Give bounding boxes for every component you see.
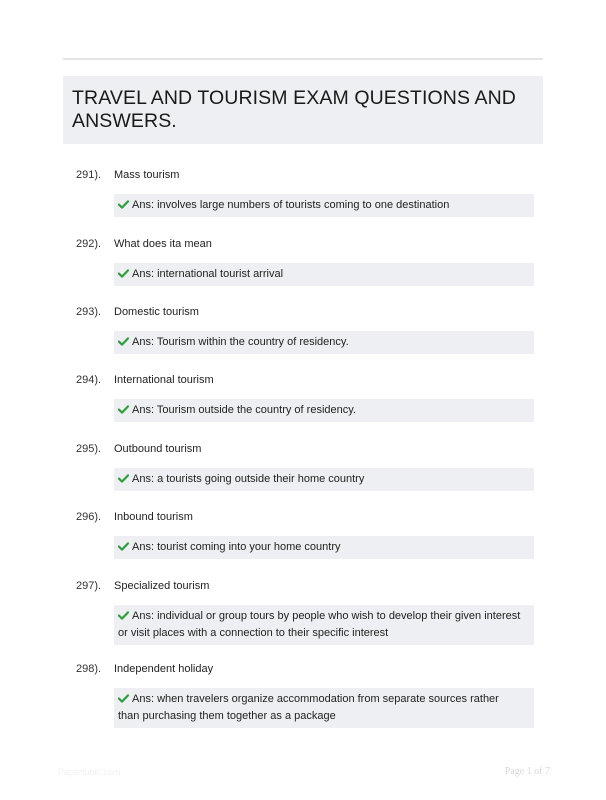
answer-box	[114, 536, 534, 559]
answer-text: Ans: involves large numbers of tourists coming to one destination	[132, 199, 450, 211]
answer-text: Ans: individual or group tours by people who wish to develop their given interest or visit places with a connection to their specific interest	[118, 610, 521, 639]
question-number: 297).	[76, 580, 102, 592]
question-number: 294).	[76, 374, 102, 386]
question-text: Outbound tourism	[114, 443, 202, 455]
question-number: 292).	[76, 238, 102, 250]
question-text: Domestic tourism	[114, 306, 199, 318]
checkmark-icon	[118, 542, 129, 551]
answer-text: Ans: Tourism within the country of residency.	[132, 336, 349, 348]
question-number: 291).	[76, 169, 102, 181]
question-text: Mass tourism	[114, 169, 180, 181]
answer-box	[114, 194, 534, 217]
checkmark-icon	[118, 200, 129, 209]
question-text: What does ita mean	[114, 238, 212, 250]
answer-text: Ans: international tourist arrival	[132, 268, 284, 280]
answer-text: Ans: a tourists going outside their home country	[132, 473, 365, 485]
checkmark-icon	[118, 611, 129, 620]
answer-text: Ans: tourist coming into your home country	[132, 541, 341, 553]
question-text: Inbound tourism	[114, 511, 193, 523]
question-number: 295).	[76, 443, 102, 455]
question-number: 293).	[76, 306, 102, 318]
answer-text: Ans: when travelers organize accommodation from separate sources rather than purchasing them together as a package	[118, 693, 499, 722]
checkmark-icon	[118, 694, 129, 703]
footer-watermark: Papertubic.com	[58, 767, 121, 777]
checkmark-icon	[118, 405, 129, 414]
answer-box	[114, 263, 534, 286]
question-text: International tourism	[114, 374, 214, 386]
checkmark-icon	[118, 269, 129, 278]
checkmark-icon	[118, 474, 129, 483]
answer-box	[114, 605, 534, 645]
question-number: 296).	[76, 511, 102, 523]
question-text: Specialized tourism	[114, 580, 210, 592]
checkmark-icon	[118, 337, 129, 346]
answer-text: Ans: Tourism outside the country of residency.	[132, 404, 356, 416]
page-number: Page 1 of 7	[504, 766, 550, 777]
top-divider	[63, 58, 543, 60]
question-number: 298).	[76, 663, 102, 675]
document-title: TRAVEL AND TOURISM EXAM QUESTIONS AND ANSWERS.	[72, 87, 516, 132]
answer-box	[114, 399, 534, 422]
title-banner	[63, 76, 543, 144]
answer-box	[114, 331, 534, 354]
answer-box	[114, 688, 534, 728]
answer-box	[114, 468, 534, 491]
question-text: Independent holiday	[114, 663, 214, 675]
